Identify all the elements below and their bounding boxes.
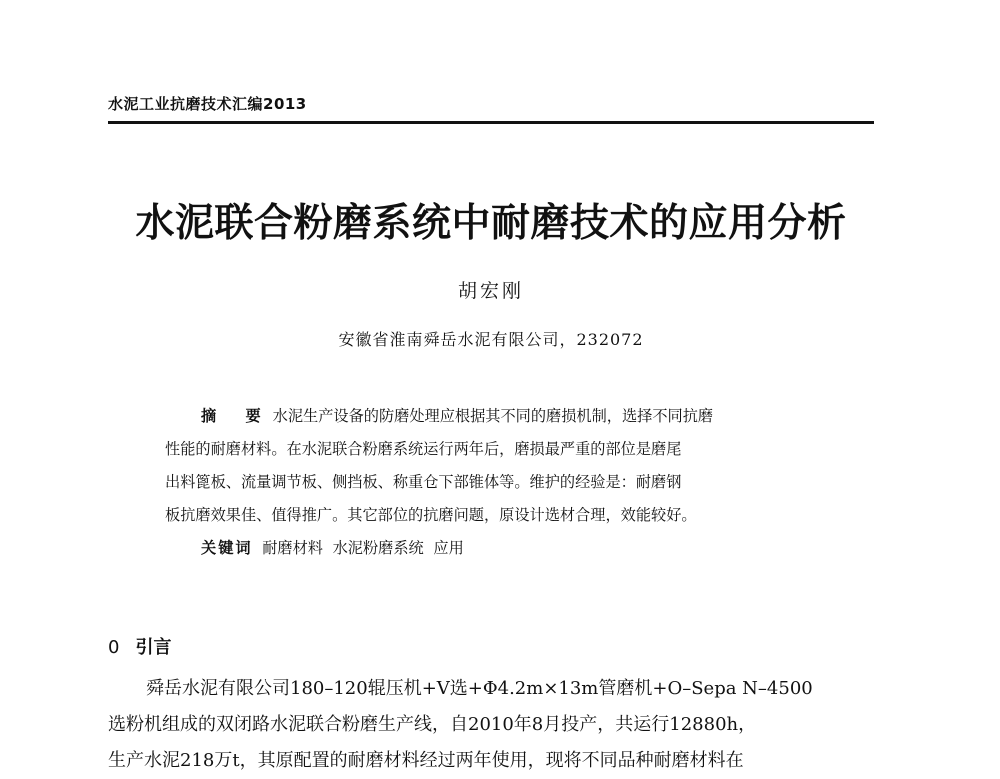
section-body bbox=[108, 671, 878, 779]
abstract-line: 板抗磨效果佳、值得推广。其它部位的抗磨问题，原设计选材合理，效能较好。 bbox=[165, 506, 697, 524]
keywords-text: 耐磨材料 水泥粉磨系统 应用 bbox=[262, 539, 464, 557]
abstract-line: 性能的耐磨材料。在水泥联合粉磨系统运行两年后，磨损最严重的部位是磨尾 bbox=[165, 440, 682, 458]
body-line: 舜岳水泥有限公司180–120辊压机+V选+Φ4.2m×13m管磨机+O–Sepa N–4500 bbox=[146, 678, 813, 699]
abstract-text: 水泥生产设备的防磨处理应根据其不同的磨损机制，选择不同抗磨 bbox=[272, 407, 714, 425]
abstract-line: 出料篦板、流量调节板、侧挡板、称重仓下部锥体等。维护的经验是：耐磨钢 bbox=[165, 473, 682, 491]
section-number: 0 bbox=[108, 637, 120, 658]
author-affiliation: 安徽省淮南舜岳水泥有限公司，232072 bbox=[338, 330, 644, 349]
abstract-line bbox=[165, 400, 820, 433]
keywords-line bbox=[165, 532, 820, 565]
section-heading bbox=[108, 633, 171, 659]
body-line: 选粉机组成的双闭路水泥联合粉磨生产线，自2010年8月投产，共运行12880h， bbox=[108, 714, 757, 735]
running-header: 水泥工业抗磨技术汇编2013 bbox=[108, 95, 307, 113]
author-name: 胡宏刚 bbox=[457, 280, 524, 302]
header-rule bbox=[108, 121, 874, 124]
body-line: 生产水泥218万t，其原配置的耐磨材料经过两年使用，现将不同品种耐磨材料在 bbox=[108, 750, 744, 771]
section-title: 引言 bbox=[135, 637, 172, 658]
abstract-block bbox=[165, 400, 820, 565]
article-title: 水泥联合粉磨系统中耐磨技术的应用分析 bbox=[135, 200, 847, 246]
abstract-label: 摘 要 bbox=[201, 407, 273, 425]
keywords-label: 关键词 bbox=[201, 539, 253, 557]
